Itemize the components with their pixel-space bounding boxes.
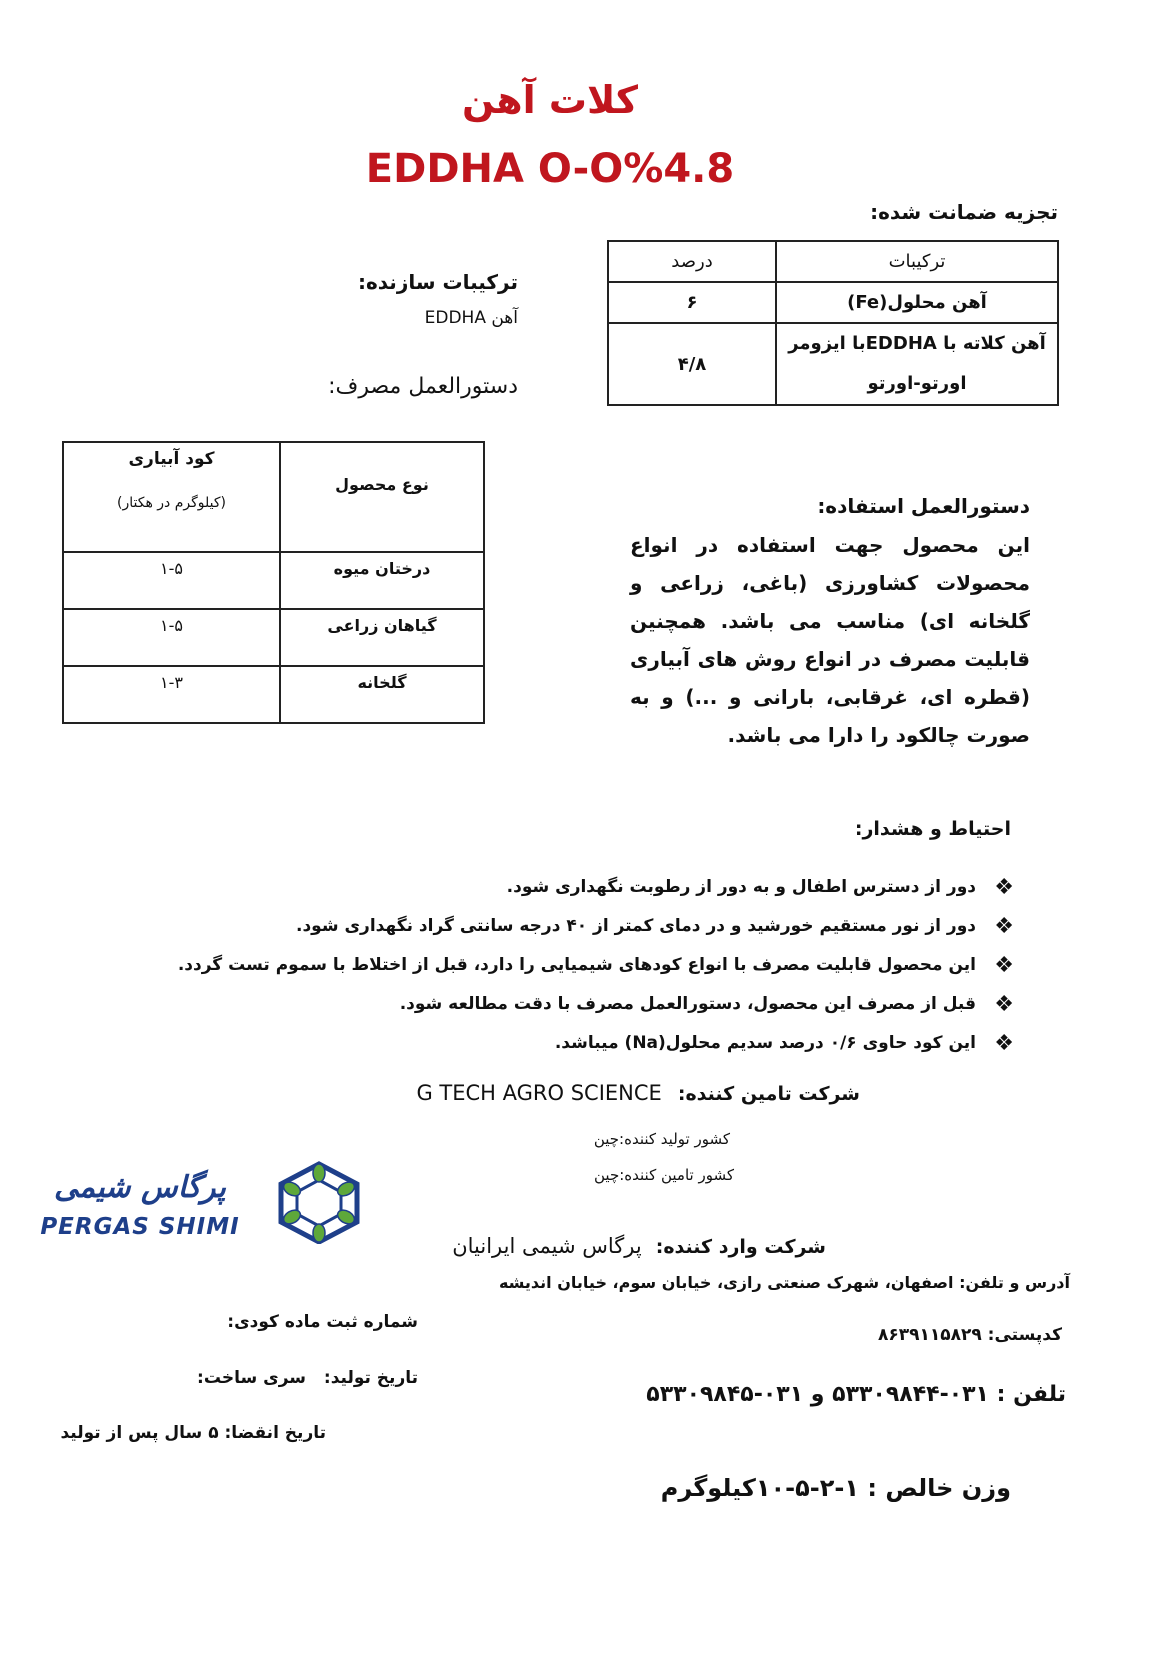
amount-cell: ۱-۵ [63,552,280,609]
list-item: ❖ این محصول قابلیت مصرف با انواع کودهای شیمیایی را دارد، قبل از اختلاط با سموم تست گردد. [178,946,1014,985]
producer-country: کشور تولید کننده:چین [593,1130,730,1148]
usage-heading: دستورالعمل مصرف: [328,374,518,399]
diamond-bullet-icon: ❖ [994,1031,1014,1056]
batch-label: سری ساخت: [197,1368,306,1388]
production-date-label: تاریخ تولید: [323,1368,418,1388]
importer-line [452,1234,826,1258]
ingredients-heading: ترکیبات سازنده: [357,270,518,294]
importer-phone: تلفن : ۰۳۱-۵۳۳۰۹۸۴۴ و ۰۳۱-۵۳۳۰۹۸۴۵ [646,1382,1066,1407]
table-row [608,282,1058,323]
diamond-bullet-icon: ❖ [994,992,1014,1017]
supplier-label: شرکت تامین کننده: [677,1083,860,1105]
diamond-bullet-icon: ❖ [994,914,1014,939]
supplier-country: کشور تامین کننده:چین [594,1166,734,1184]
table-row [63,609,484,666]
hexagon-emblem-icon [274,1160,364,1244]
guaranteed-analysis-table [607,240,1059,406]
warnings-list [178,868,1014,1063]
supplier-line [416,1081,860,1105]
column-header-code [63,442,280,552]
ingredients-value: آهن EDDHA [424,308,518,328]
instructions-heading: دستورالعمل استفاده: [817,494,1030,518]
guaranteed-analysis-heading: تجزیه ضمانت شده: [870,200,1058,224]
column-header-component: ترکیبات [776,241,1058,282]
column-header-code-unit: (کیلوگرم در هکتار) [117,495,226,511]
product-title: کلات آهن [462,78,638,122]
expiry-date: تاریخ انقضا: ۵ سال پس از تولید [60,1423,326,1443]
warnings-heading: احتیاط و هشدار: [854,818,1011,840]
net-weight: وزن خالص : ۱-۲-۵-۱۰کیلوگرم [660,1474,1011,1502]
crop-cell: گیاهان زراعی [280,609,484,666]
percent-cell: ۴/۸ [608,323,776,405]
component-cell [776,323,1058,405]
component-cell: آهن محلول(Fe) [776,282,1058,323]
list-item: ❖ قبل از مصرف این محصول، دستورالعمل مصرف با دقت مطالعه شود. [178,985,1014,1024]
importer-postal: کدپستی: ۸۶۳۹۱۱۵۸۲۹ [877,1325,1062,1345]
product-formula: EDDHA O-O%4.8 [365,146,735,192]
amount-cell: ۱-۵ [63,609,280,666]
list-item: ❖ این کود حاوی ۰/۶ درصد سدیم محلول(Na) میباشد. [178,1024,1014,1063]
crop-cell: درختان میوه [280,552,484,609]
supplier-name: G TECH AGRO SCIENCE [416,1081,662,1105]
list-item: ❖ دور از نور مستقیم خورشید و در دمای کمتر از ۴۰ درجه سانتی گراد نگهداری شود. [178,907,1014,946]
component-line: اورتو-اورتو [867,373,967,394]
diamond-bullet-icon: ❖ [994,953,1014,978]
importer-label: شرکت وارد کننده: [655,1236,826,1258]
usage-table [62,441,485,724]
logo-persian-text: پرگاس شیمی [54,1170,226,1205]
instructions-text: این محصول جهت استفاده در انواع محصولات کشاورزی (باغی، زراعی و گلخانه ای) مناسب می باشد. همچنین قابلیت مصرف در انواع روش های آبیاری (قطره ای، غرقابی، بارانی و ...) و به صورت چالکود را دارا می باشد. [630,533,1030,747]
column-header-percent: درصد [608,241,776,282]
table-row [608,323,1058,405]
logo-latin-text: PERGAS SHIMI [40,1214,240,1240]
list-item: ❖ دور از دسترس اطفال و به دور از رطوبت نگهداری شود. [178,868,1014,907]
crop-cell: گلخانه [280,666,484,723]
company-logo [22,1160,367,1250]
component-line: آهن کلاته با EDDHAبا ایزومر [788,333,1046,354]
importer-name: پرگاس شیمی ایرانیان [452,1234,642,1258]
diamond-bullet-icon: ❖ [994,875,1014,900]
column-header-code-label: کود آبیاری [128,449,215,469]
amount-cell: ۱-۳ [63,666,280,723]
registration-number-label: شماره ثبت ماده کودی: [227,1312,418,1332]
column-header-crop: نوع محصول [280,442,484,552]
table-row [63,666,484,723]
table-row [63,552,484,609]
percent-cell: ۶ [608,282,776,323]
importer-address: آدرس و تلفن: اصفهان، شهرک صنعتی رازی، خیابان سوم، خیابان اندیشه [498,1273,1070,1292]
